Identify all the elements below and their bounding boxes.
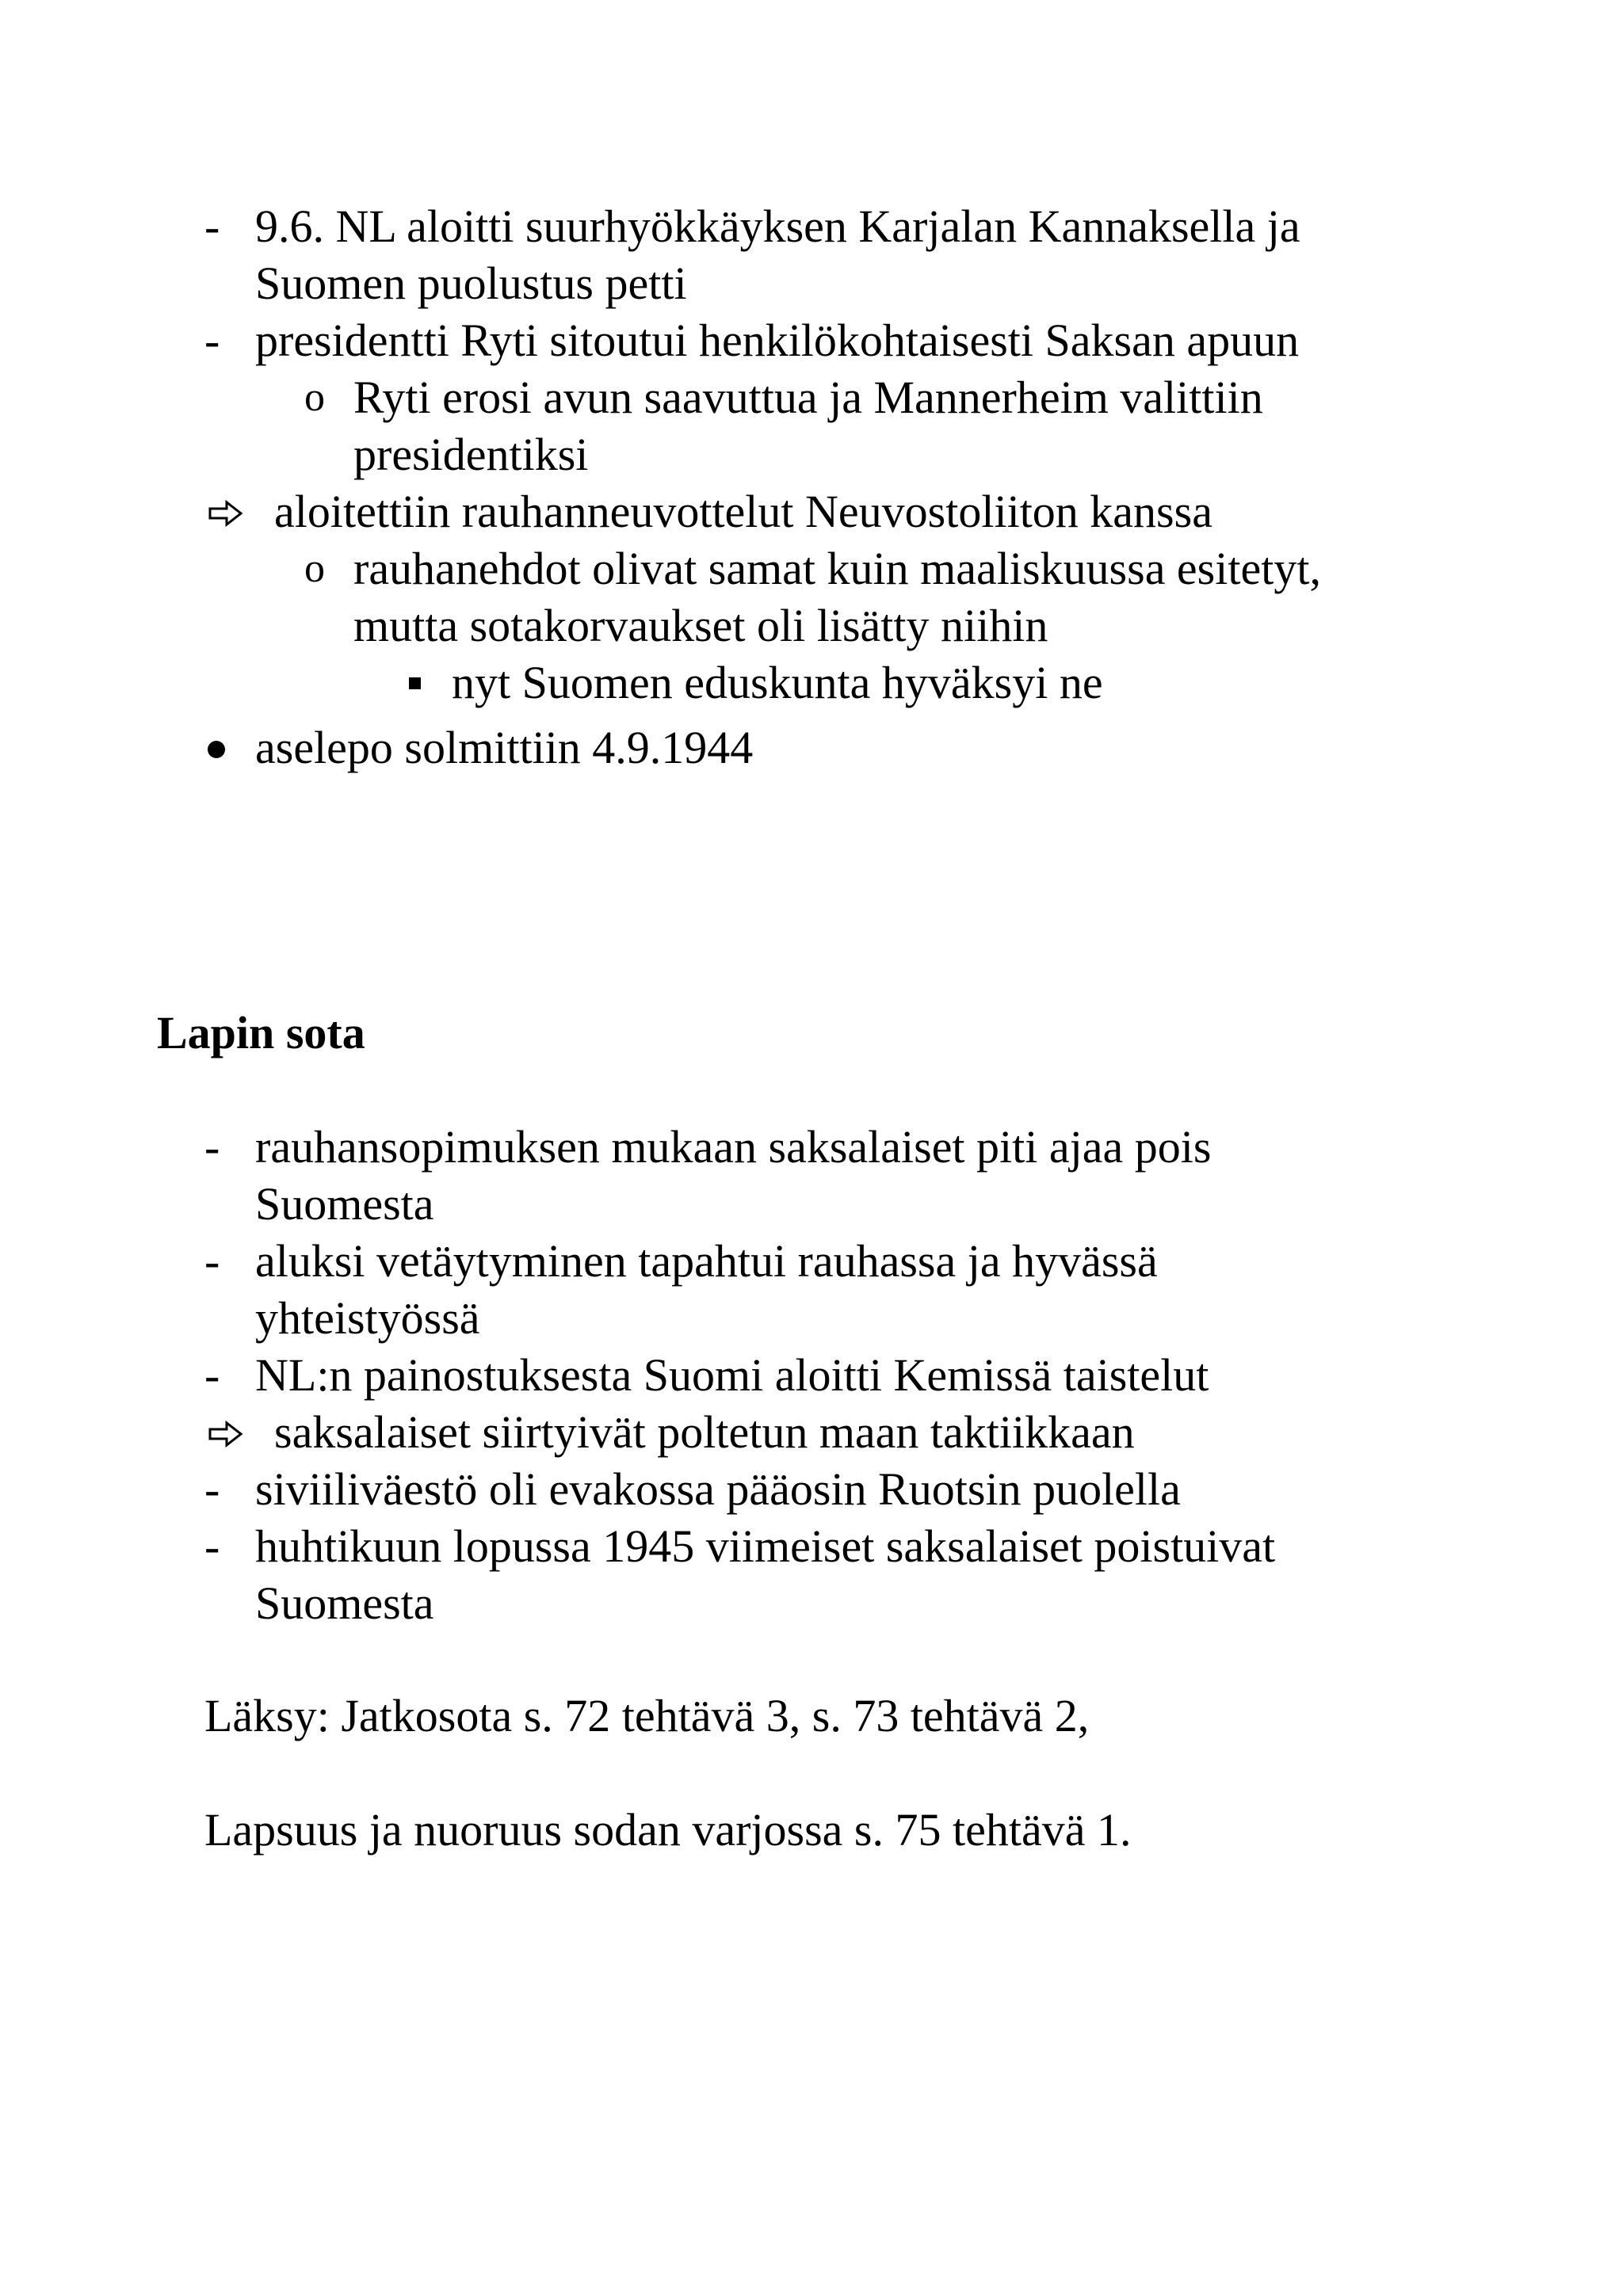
arrow-item-text: saksalaiset siirtyivät poltetun maan taktiikkaan (274, 1406, 1135, 1458)
arrow-right-icon (208, 499, 244, 528)
arrow-item-text: aloitettiin rauhanneuvottelut Neuvostoliiton kanssa (274, 486, 1212, 537)
list-item-text-cont: Suomen puolustus petti (255, 257, 687, 309)
circle-bullet: o (304, 375, 325, 420)
list-item-text: huhtikuun lopussa 1945 viimeiset saksalaiset poistuivat (255, 1520, 1276, 1572)
sub-item-text: rauhanehdot olivat samat kuin maaliskuussa esitetyt, (353, 543, 1321, 594)
sub-item-text-cont: presidentiksi (353, 429, 589, 480)
section-heading: Lapin sota (157, 1007, 365, 1058)
dash-bullet: - (204, 315, 220, 366)
list-item-text: NL:n painostuksesta Suomi aloitti Kemissä taistelut (255, 1349, 1209, 1401)
dash-bullet: - (204, 1463, 220, 1515)
list-item-text: presidentti Ryti sitoutui henkilökohtaisesti Saksan apuun (255, 315, 1300, 366)
circle-bullet: o (304, 546, 325, 591)
dash-bullet: - (204, 1235, 220, 1287)
bullet-item-text: aselepo solmittiin 4.9.1944 (255, 722, 754, 773)
arrow-right-icon (208, 1420, 244, 1448)
list-item-text-cont: yhteistyössä (255, 1292, 480, 1344)
list-item-text-cont: Suomesta (255, 1577, 434, 1629)
square-bullet (409, 677, 421, 689)
dash-bullet: - (204, 1520, 220, 1572)
list-item-text-cont: Suomesta (255, 1178, 434, 1230)
list-item-text: rauhansopimuksen mukaan saksalaiset piti ajaa pois (255, 1121, 1212, 1173)
dash-bullet: - (204, 1349, 220, 1401)
list-item-text: aluksi vetäytyminen tapahtui rauhassa ja hyvässä (255, 1235, 1158, 1287)
homework-line-2: Lapsuus ja nuoruus sodan varjossa s. 75 tehtävä 1. (204, 1804, 1132, 1855)
sub-item-text: Ryti erosi avun saavuttua ja Mannerheim valittiin (353, 372, 1263, 423)
dash-bullet: - (204, 1121, 220, 1173)
list-item-text: siviiliväestö oli evakossa pääosin Ruotsin puolella (255, 1463, 1181, 1515)
round-bullet (208, 741, 225, 758)
dash-bullet: - (204, 200, 220, 252)
sub-sub-item-text: nyt Suomen eduskunta hyväksyi ne (452, 657, 1103, 708)
sub-item-text-cont: mutta sotakorvaukset oli lisätty niihin (353, 600, 1048, 651)
list-item-text: 9.6. NL aloitti suurhyökkäyksen Karjalan Kannaksella ja (255, 200, 1300, 252)
homework-line-1: Läksy: Jatkosota s. 72 tehtävä 3, s. 73 tehtävä 2, (204, 1690, 1090, 1741)
